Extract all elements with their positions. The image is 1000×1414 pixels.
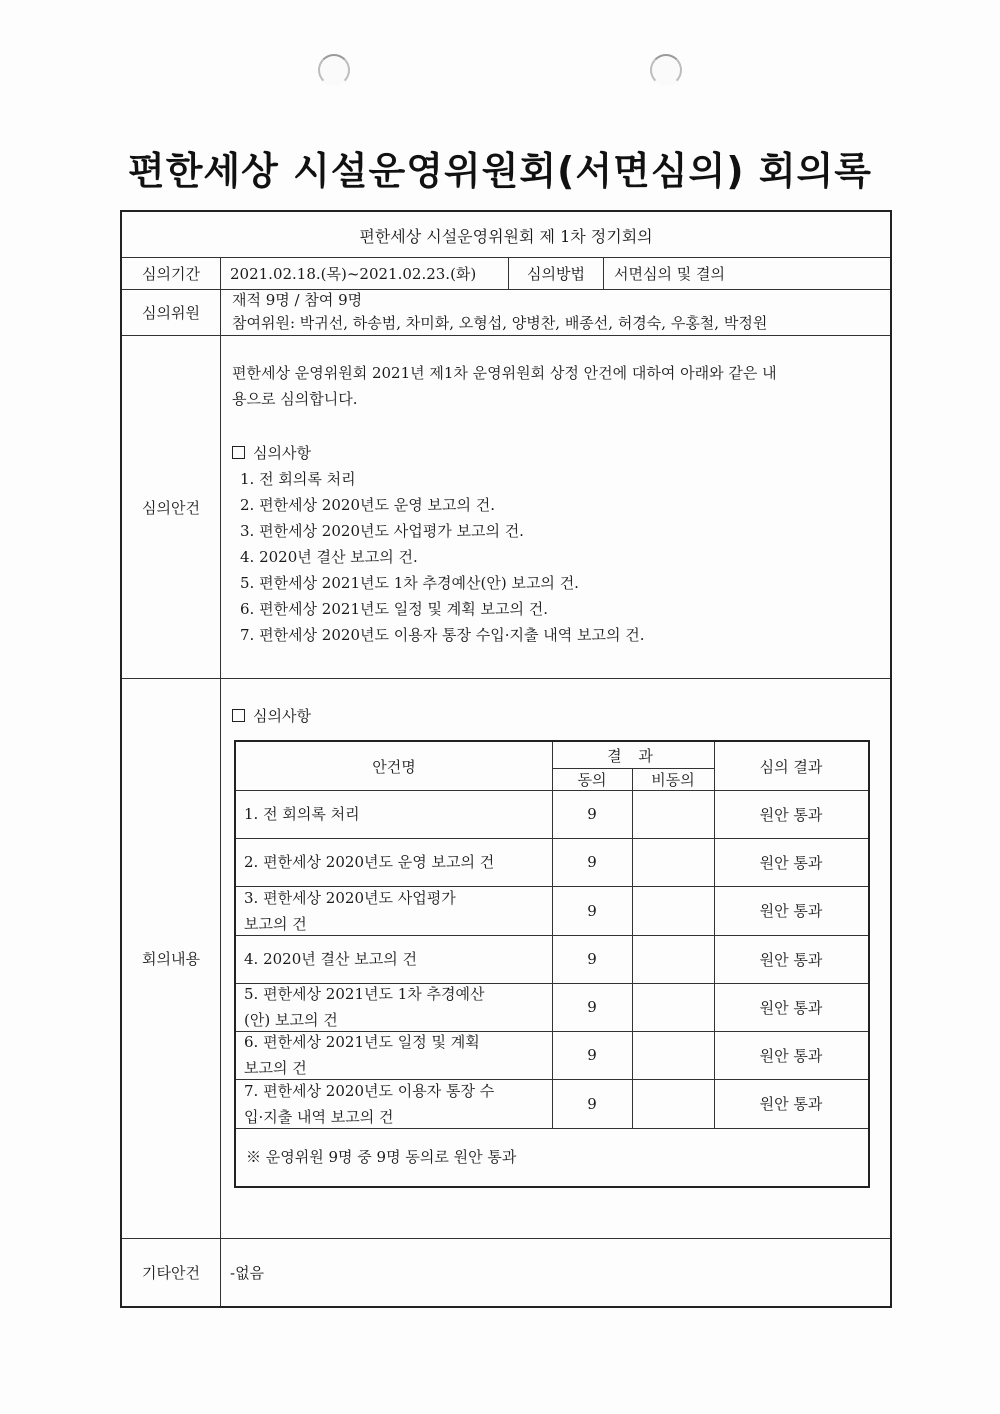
method-value: 서면심의 및 결의 (614, 265, 725, 283)
table-row (236, 935, 868, 983)
agenda-item: 4. 2020년 결산 보고의 건. (240, 548, 418, 566)
row-item-name (236, 1031, 552, 1079)
row-item-name (236, 886, 552, 935)
members-count: 재적 9명 / 참여 9명 (232, 291, 363, 309)
agenda-item: 7. 편한세상 2020년도 이용자 통장 수입·지출 내역 보고의 건. (240, 626, 645, 644)
agenda-label: 심의안건 (122, 336, 221, 678)
punch-hole-left (318, 54, 350, 86)
table-row (236, 790, 868, 838)
row-agree: 9 (587, 1046, 597, 1064)
row-disagree (632, 1031, 714, 1079)
table-row (236, 886, 868, 935)
checkbox-icon (232, 709, 245, 722)
row-disagree (632, 838, 714, 886)
row-item-name (236, 1079, 552, 1128)
punch-hole-right (650, 54, 682, 86)
row-disagree (632, 886, 714, 935)
meeting-name-row (122, 212, 890, 258)
row-item-name (236, 983, 552, 1031)
row-outcome: 원안 통과 (759, 1095, 823, 1113)
row-disagree (632, 1079, 714, 1128)
agenda-item: 3. 편한세상 2020년도 사업평가 보고의 건. (240, 522, 524, 540)
agenda-intro-line-2: 용으로 심의합니다. (232, 390, 358, 408)
row-item-line-2: 입·지출 내역 보고의 건 (244, 1107, 394, 1126)
row-agree: 9 (587, 998, 597, 1016)
content-section-heading (232, 703, 311, 729)
row-item-line-1: 3. 편한세상 2020년도 사업평가 (244, 888, 456, 907)
agenda-intro-line-1: 편한세상 운영위원회 2021년 제1차 운영위원회 상정 안건에 대하여 아래와 같은 내 (232, 364, 777, 382)
other-label: 기타안건 (122, 1239, 221, 1306)
row-outcome: 원안 통과 (759, 853, 823, 872)
agenda-item: 6. 편한세상 2021년도 일정 및 계획 보고의 건. (240, 600, 548, 618)
row-agree: 9 (587, 853, 597, 871)
row-item-line-2: 보고의 건 (244, 914, 307, 933)
agenda-item: 1. 전 회의록 처리 (240, 470, 356, 488)
row-outcome: 원안 통과 (759, 1046, 823, 1065)
row-item-line-1: 2. 편한세상 2020년도 운영 보고의 건 (244, 853, 495, 871)
row-item-line-2: (안) 보고의 건 (244, 1011, 338, 1029)
row-item-name (236, 838, 552, 886)
row-item-line-1: 4. 2020년 결산 보고의 건 (244, 950, 417, 968)
content-label: 회의내용 (122, 679, 221, 1238)
header-result-group: 결 과 (607, 746, 659, 765)
row-item-line-1: 1. 전 회의록 처리 (244, 805, 360, 823)
content-section-title: 심의사항 (253, 707, 311, 725)
checkbox-icon (232, 446, 245, 459)
table-row (236, 983, 868, 1031)
header-disagree: 비동의 (651, 770, 695, 789)
method-label: 심의방법 (508, 258, 604, 289)
header-agree: 동의 (577, 770, 607, 789)
agenda-row (122, 336, 890, 679)
row-item-line-1: 6. 편한세상 2021년도 일정 및 계획 (244, 1033, 480, 1051)
other-value: -없음 (230, 1264, 265, 1282)
row-disagree (632, 935, 714, 983)
row-agree: 9 (587, 805, 597, 823)
agenda-item: 5. 편한세상 2021년도 1차 추경예산(안) 보고의 건. (240, 574, 579, 592)
members-list: 참여위원: 박귀선, 하송범, 차미화, 오형섭, 양병찬, 배종선, 허경숙, 우홍철, 박정원 (232, 314, 768, 332)
period-label: 심의기간 (122, 258, 221, 289)
header-outcome: 심의 결과 (759, 757, 823, 776)
row-outcome: 원안 통과 (759, 805, 823, 824)
row-item-line-1: 7. 편한세상 2020년도 이용자 통장 수 (244, 1081, 495, 1100)
period-value: 2021.02.18.(목)~2021.02.23.(화) (230, 265, 477, 283)
agenda-section-title: 심의사항 (253, 444, 311, 462)
table-note: ※ 운영위원 9명 중 9명 동의로 원안 통과 (246, 1148, 517, 1166)
agenda-section-heading (232, 440, 311, 466)
row-agree: 9 (587, 1094, 597, 1113)
row-agree: 9 (587, 901, 597, 920)
members-label: 심의위원 (122, 290, 221, 335)
table-row (236, 1031, 868, 1079)
row-item-line-1: 5. 편한세상 2021년도 1차 추경예산 (244, 985, 485, 1003)
document-title: 편한세상 시설운영위원회(서면심의) 회의록 (128, 149, 872, 193)
minutes-table (120, 210, 892, 1308)
row-disagree (632, 983, 714, 1031)
row-item-name (236, 935, 552, 983)
row-outcome: 원안 통과 (759, 998, 823, 1017)
row-outcome: 원안 통과 (759, 902, 823, 920)
table-row (236, 1079, 868, 1128)
other-row (122, 1239, 890, 1306)
row-agree: 9 (587, 950, 597, 968)
agenda-item: 2. 편한세상 2020년도 운영 보고의 건. (240, 496, 495, 514)
members-row (122, 290, 890, 336)
period-row (122, 258, 890, 290)
meeting-name: 편한세상 시설운영위원회 제 1차 정기회의 (359, 226, 653, 246)
header-item: 안건명 (372, 757, 416, 776)
row-item-line-2: 보고의 건 (244, 1059, 307, 1077)
row-outcome: 원안 통과 (759, 950, 823, 969)
table-row (236, 838, 868, 886)
row-disagree (632, 790, 714, 838)
results-table (234, 740, 870, 1188)
row-item-name (236, 790, 552, 838)
